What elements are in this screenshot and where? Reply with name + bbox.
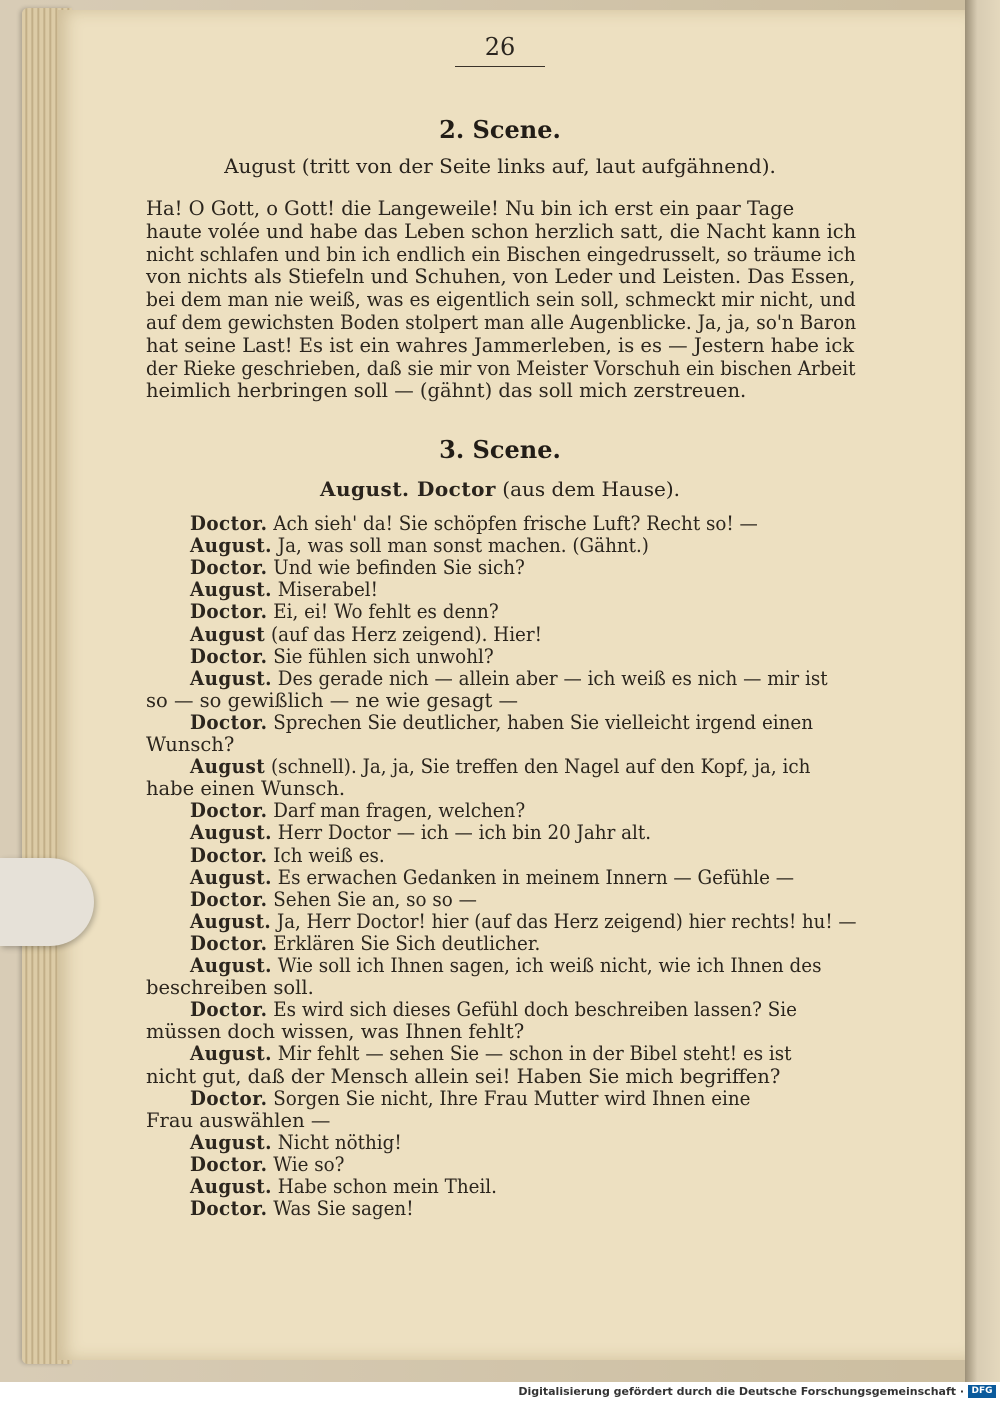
dialogue-text: Wie soll ich Ihnen sagen, ich weiß nicht, wie ich Ihnen des [271,954,822,977]
dialogue-line [190,1175,856,1198]
dialogue-line [190,578,856,601]
monologue-line: von nichts als Stiefeln und Schuhen, von Leder und Leisten. Das Essen, [146,265,856,289]
speaker-name: Doctor. [190,799,268,823]
scene-2-title: 2. Scene. [439,115,561,144]
speaker-name: August. [190,1130,272,1154]
dialogue-text: Sehen Sie an, so so — [267,887,477,911]
dialogue-line [190,932,856,955]
speaker-name: August [190,755,266,779]
speaker-name: Doctor. [190,1086,268,1110]
dialogue-line [190,1153,856,1176]
speaker-name: August. [190,1175,272,1198]
dialogue-line [190,821,856,844]
page-number-rule [455,66,545,67]
footer-credit: Digitalisierung gefördert durch die Deutsche Forschungsgemeinschaft · [518,1385,964,1398]
dialogue-text: Ja, Herr Doctor! hier (auf das Herz zeigend) hier rechts! hu! — [271,909,857,933]
dialogue-continuation: nicht gut, daß der Mensch allein sei! Haben Sie mich begriffen? [146,1064,781,1088]
dialogue-line [190,512,856,535]
monologue-line: bei dem man nie weiß, was es eigentlich sein soll, schmeckt mir nicht, und [146,288,856,312]
dialogue-text: Ach sieh' da! Sie schöpfen frische Luft? Recht so! — [267,512,758,535]
dialogue-text: (auf das Herz zeigend). Hier! [265,622,542,646]
dialogue-continuation: müssen doch wissen, was Ihnen fehlt? [146,1020,525,1044]
dfg-logo: DFG [968,1385,996,1398]
dialogue-line [190,888,856,911]
dialogue-text: Ja, was soll man sonst machen. (Gähnt.) [271,534,649,558]
dialogue-text: Nicht nöthig! [271,1130,402,1154]
dialogue-text: Herr Doctor — ich — ich bin 20 Jahr alt. [271,821,652,845]
next-page-edge [965,0,1000,1382]
scene-2-stage-direction: August (tritt von der Seite links auf, laut aufgähnend). [224,154,776,178]
speaker-name: August. [190,865,272,889]
dialogue-line [190,600,856,623]
dialogue-line [190,866,856,889]
speaker-name: Doctor. [190,710,268,734]
speaker-name: Doctor. [190,843,268,867]
speaker-name: Doctor. [190,556,268,580]
speaker-name: August. [190,578,272,602]
dialogue-text: Erklären Sie Sich deutlicher. [267,931,541,955]
dialogue-line [190,954,856,977]
monologue-line: heimlich herbringen soll — (gähnt) das soll mich zerstreuen. [146,379,747,403]
speaker-name: Doctor. [190,1152,268,1176]
dialogue-continuation: so — so gewißlich — ne wie gesagt — [146,688,519,712]
speaker-name: August. [190,954,272,977]
dialogue-text: Es wird sich dieses Gefühl doch beschreiben lassen? Sie [267,998,797,1022]
monologue-line: auf dem gewichsten Boden stolpert man alle Augenblicke. Ja, ja, so'n Baron [146,311,857,334]
dialogue-text: Ich weiß es. [267,843,385,867]
dialogue-text: Wie so? [267,1152,345,1176]
dialogue-text: Miserabel! [271,578,378,602]
dialogue-continuation: beschreiben soll. [146,976,314,1000]
page-tab [0,858,94,946]
speaker-name: August [190,622,266,646]
speaker-name: Doctor. [190,644,268,668]
speaker-name: August. [190,534,272,558]
dialogue-text: Sprechen Sie deutlicher, haben Sie vielleicht irgend einen [267,710,814,734]
dialogue-line [190,667,856,690]
dialogue-text: Sie fühlen sich unwohl? [267,644,494,668]
page-number: 26 [484,33,516,61]
monologue-line: nicht schlafen und bin ich endlich ein Bischen eingedrusselt, so träume ich [146,242,856,266]
dialogue-line [190,556,856,579]
dialogue-line [190,1131,856,1154]
dialogue-line [190,711,856,734]
dialogue-text: Darf man fragen, welchen? [267,799,526,823]
scene-3-title: 3. Scene. [439,435,561,464]
scene-3-cast [60,477,940,501]
speaker-name: August. [190,1042,272,1066]
speaker-name: August. [190,821,272,845]
scene-3-cast-note: (aus dem Hause). [495,477,681,501]
dialogue-line [190,755,856,778]
speaker-name: Doctor. [190,1197,268,1221]
monologue-line: Ha! O Gott, o Gott! die Langeweile! Nu bin ich erst ein paar Tage [146,197,795,220]
dialogue-text: Und wie befinden Sie sich? [267,556,525,580]
dialogue-continuation: habe einen Wunsch. [146,777,346,801]
speaker-name: August. [190,909,272,933]
dialogue-text: (schnell). Ja, ja, Sie treffen den Nagel auf den Kopf, ja, ich [265,755,811,779]
monologue-line: hat seine Last! Es ist ein wahres Jammerleben, is es — Jestern habe ick [146,333,855,357]
dialogue-line [190,844,856,867]
dialogue-line [190,534,856,557]
monologue-line: der Rieke geschrieben, daß sie mir von Meister Vorschuh ein bischen Arbeit [146,356,856,380]
footer-bar [0,1382,1000,1401]
dialogue-continuation: Wunsch? [146,733,235,756]
speaker-name: Doctor. [190,998,268,1022]
dialogue-text: Habe schon mein Theil. [271,1175,497,1198]
scene-3-cast-names: August. Doctor [319,477,496,501]
monologue-line: haute volée und habe das Leben schon herzlich satt, die Nacht kann ich [146,219,857,243]
speaker-name: Doctor. [190,512,268,535]
dialogue-line [190,909,857,933]
dialogue-line [190,1042,856,1065]
dialogue-text: Des gerade nich — allein aber — ich weiß es nich — mir ist [271,666,828,690]
dialogue-text: Es erwachen Gedanken in meinem Innern — Gefühle — [271,865,795,889]
dialogue-text: Ei, ei! Wo fehlt es denn? [267,600,499,624]
speaker-name: Doctor. [190,931,268,955]
dialogue-line [190,998,856,1021]
dialogue-text: Sorgen Sie nicht, Ihre Frau Mutter wird Ihnen eine [267,1086,751,1110]
speaker-name: August. [190,666,272,690]
dialogue-continuation: Frau auswählen — [146,1108,331,1132]
speaker-name: Doctor. [190,600,268,624]
dialogue-line [190,623,856,646]
dialogue-line [190,645,856,668]
dialogue-text: Mir fehlt — sehen Sie — schon in der Bibel steht! es ist [271,1042,792,1066]
dialogue-text: Was Sie sagen! [267,1197,414,1221]
dialogue-line [190,1197,856,1220]
dialogue-line [190,1087,856,1110]
speaker-name: Doctor. [190,887,268,911]
dialogue-line [190,799,856,822]
